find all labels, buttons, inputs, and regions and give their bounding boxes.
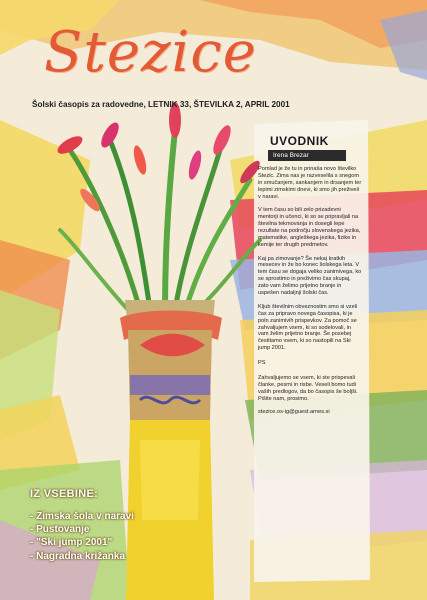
contents-item: - Pustovanje	[30, 524, 90, 536]
issue-line: Šolski časopis za radovedne, LETNIK 33, ŠTEVILKA 2, APRIL 2001	[32, 100, 290, 109]
masthead-title: Stezice	[44, 20, 257, 85]
author-byline: Irena Brezar	[268, 150, 346, 161]
editorial-paragraph-4: Kljub številnim obveznostim smo si vzeli čas za pripravo novega časopisa, ki je poln zanimivih prispevkov. Za pomoč se zahvaljujem vsem, ki so sodelovali, in vam želim prijetno branje. Še posebej čestitamo vsem, ki so nastopili na Ski jump 2001.	[258, 303, 358, 352]
contact-email[interactable]: stezice.os-ig@guest.arnes.si	[258, 409, 330, 416]
editorial-article	[258, 166, 362, 423]
ps-label: PS	[258, 360, 266, 367]
editorial-paragraph-2: V tem času so bili zelo prizadevni mentorji in učenci, ki so se pripravljali na številna tekmovanja in dosegli lepe rezultate na področju slovenskega jezika, matematike, angleškega jezika, fizike in kemije ter drugih predmetov.	[258, 207, 361, 248]
editorial-heading: UVODNIK	[270, 134, 329, 148]
contents-list	[30, 510, 210, 563]
contents-item: - "Ski jump 2001"	[30, 537, 113, 549]
contents-item: - Zimska šola v naravi	[30, 511, 134, 522]
editorial-paragraph-1: Pomlad je že tu in prinaša novo številko Stezic. Zima nas je razveselila s snegom in smučanjem, sankanjem in drsanjem ter lepimi zimskimi dnevi, ki smo jih preživeli v naravi.	[258, 166, 362, 200]
contents-title: IZ VSEBINE:	[30, 488, 99, 500]
editorial-paragraph-3: Kaj pa zimovanje? Še nekaj kratkih mesecev in že bo konec šolskega leta. V tem času se dogaja veliko zanimivega, ko se sprostimo in preživimo čas skupaj, zato vam želimo prijetno branje in uspešen nadaljnji šolski čas.	[258, 255, 362, 297]
contents-box	[30, 488, 210, 563]
contents-item: - Nagradna križanka	[30, 550, 126, 562]
ps-text: Zahvaljujemo se vsem, ki ste prispevali članke, pesmi in risbe. Veseli bomo tudi vaših predlogov, da bo časopis še boljši. Pišite nam, prosimo.	[258, 375, 358, 402]
